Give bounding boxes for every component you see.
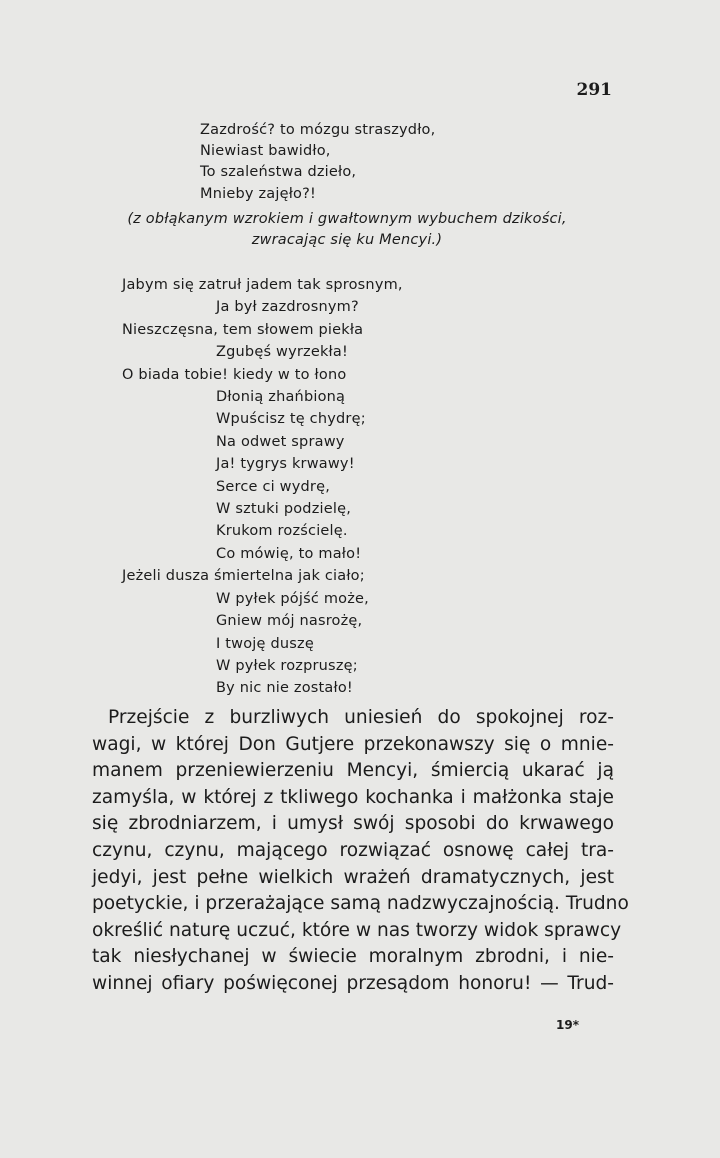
prose-line: tak niesłychanej w świecie moralnym zbrodni, i nie- [92, 946, 614, 968]
verse-line: Dłonią zhańbioną [216, 389, 346, 406]
verse-line: Wpuścisz tę chydrę; [216, 411, 366, 428]
prose-line: Przejście z burzliwych uniesień do spokojnej roz- [108, 707, 614, 728]
verse-line: Jeżeli dusza śmiertelna jak ciało; [122, 568, 365, 585]
prose-line: określić naturę uczuć, które w nas tworzy widok sprawcy [92, 919, 622, 941]
stage-direction-line: zwracając się ku Mencyi.) [251, 232, 443, 248]
verse-line: Zazdrość? to mózgu straszydło, [200, 122, 436, 138]
signature-mark: 19* [556, 1018, 579, 1032]
verse-line: By nic nie zostało! [216, 680, 353, 697]
stage-direction [92, 209, 602, 251]
stage-direction-line: (z obłąkanym wzrokiem i gwałtownym wybuchem dzikości, [127, 211, 567, 227]
verse-line: W pyłek rozpruszę; [216, 657, 358, 674]
prose-line: zamyśla, w której z tkliwego kochanka i małżonka staje [92, 786, 614, 808]
prose-paragraph [92, 705, 629, 998]
prose-line: winnej ofiary poświęconej przesądom honoru! — Trud- [92, 972, 614, 994]
verse-line: Ja! tygrys krwawy! [216, 456, 355, 473]
verse-line: Nieszczęsna, tem słowem piekła [122, 321, 364, 338]
verse-line: Jabym się zatruł jadem tak sprosnym, [122, 277, 403, 293]
verse-line: W sztuki podzielę, [216, 501, 352, 518]
verse-line: To szaleństwa dzieło, [200, 164, 357, 181]
verse-line: Serce ci wydrę, [216, 478, 331, 495]
verse-line: Mnieby zajęło?! [200, 185, 316, 202]
verse-line: Zgubęś wyrzekła! [216, 344, 348, 361]
verse-line: Ja był zazdrosnym? [216, 299, 359, 316]
prose-line: manem przeniewierzeniu Mencyi, śmiercią ukarać ją [92, 760, 614, 782]
verse-line: Krukom rozścielę. [216, 523, 348, 540]
verse-stanza-2 [122, 274, 403, 700]
page-number: 291 [576, 80, 612, 100]
verse-stanza-1 [200, 120, 435, 205]
verse-line: Na odwet sprawy [216, 433, 345, 450]
verse-line: Niewiast bawidło, [200, 143, 331, 160]
prose-line: się zbrodniarzem, i umysł swój sposobi do krwawego [92, 813, 614, 835]
verse-line: Gniew mój nasrożę, [216, 613, 363, 630]
prose-line: poetyckie, i przerażające samą nadzwyczajnością. Trudno [92, 893, 629, 915]
verse-line: I twoję duszę [216, 635, 314, 652]
prose-line: wagi, w której Don Gutjere przekonawszy się o mnie- [92, 733, 614, 755]
prose-line: jedyi, jest pełne wielkich wrażeń dramatycznych, jest [92, 866, 614, 888]
verse-line: W pyłek pójść może, [216, 590, 369, 607]
prose-line: czynu, czynu, mającego rozwiązać osnowę całej tra- [92, 839, 614, 861]
verse-line: O biada tobie! kiedy w to łono [122, 366, 347, 383]
verse-line: Co mówię, to mało! [216, 545, 362, 562]
